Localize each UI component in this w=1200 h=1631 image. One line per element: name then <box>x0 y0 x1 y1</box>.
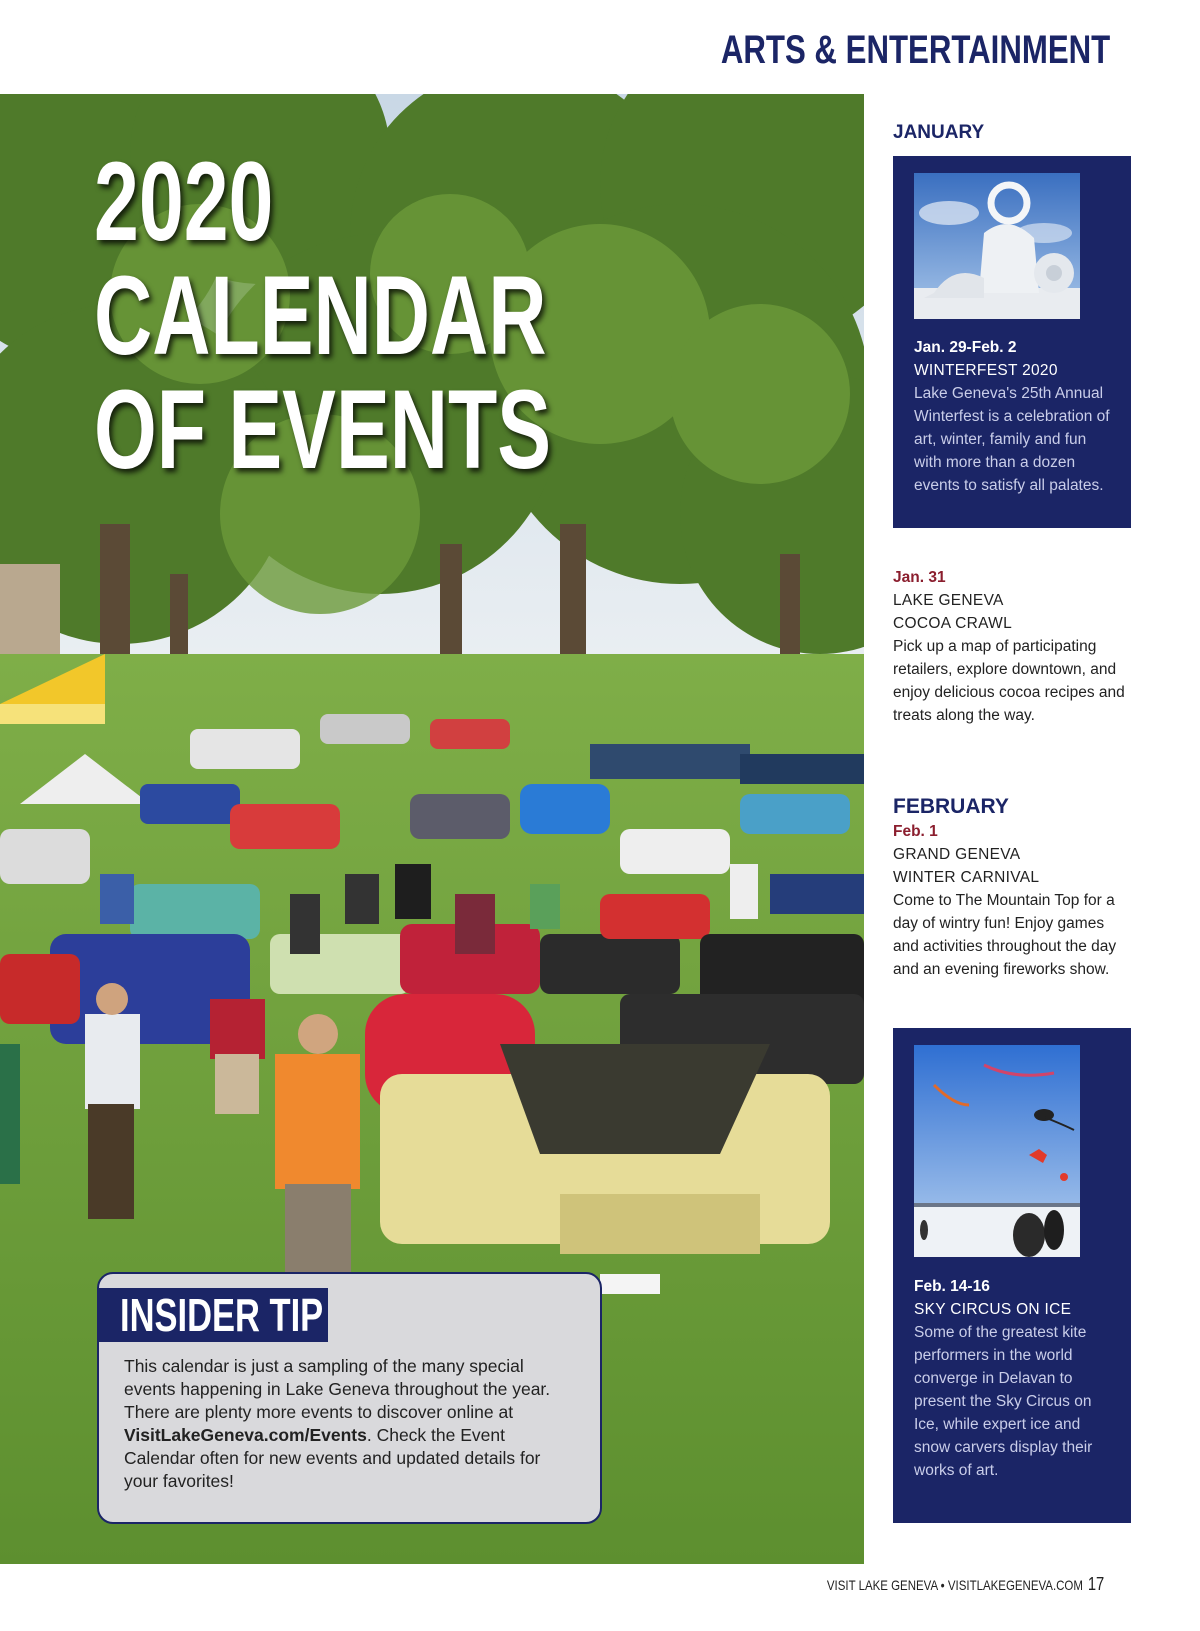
kite-festival-illustration <box>914 1045 1080 1257</box>
event-date: Feb. 14-16 <box>914 1278 990 1295</box>
event-date: Feb. 1 <box>893 823 938 840</box>
events-link[interactable]: VisitLakeGeneva.com/Events <box>124 1425 367 1445</box>
title-year: 2020 <box>94 139 274 264</box>
month-heading-january: JANUARY <box>893 122 985 143</box>
page-footer <box>827 1574 1104 1595</box>
event-winter-carnival <box>893 820 1128 981</box>
event-card-sky-circus <box>893 1028 1131 1523</box>
event-description: Some of the greatest kite performers in the world converge in Delavan to present the Sky Circus on Ice, while expert ice and snow carvers display their works of art. <box>914 1324 1093 1479</box>
page-title <box>94 139 552 492</box>
kite-festival-photo <box>914 1045 1080 1257</box>
event-winterfest <box>914 336 1114 497</box>
footer-text: VISIT LAKE GENEVA • VISITLAKEGENEVA.COM <box>826 1577 1083 1593</box>
tip-text-before: This calendar is just a sampling of the many special events happening in Lake Geneva throughout the year. There are plenty more events to discover online at <box>124 1356 551 1422</box>
insider-tip-label-text: INSIDER TIP <box>120 1289 324 1341</box>
month-heading-february: FEBRUARY <box>893 795 1009 818</box>
event-title: WINTERFEST 2020 <box>914 362 1058 379</box>
event-title-line2: WINTER CARNIVAL <box>893 869 1040 886</box>
event-description: Lake Geneva's 25th Annual Winterfest is a celebration of art, winter, family and fun with more than a dozen events to satisfy all palates. <box>914 385 1110 494</box>
title-calendar: CALENDAR <box>94 253 547 378</box>
section-header: ARTS & ENTERTAINMENT <box>720 28 1110 72</box>
event-date: Jan. 29-Feb. 2 <box>914 339 1017 356</box>
event-sky-circus <box>914 1275 1114 1482</box>
event-date: Jan. 31 <box>893 569 946 586</box>
ice-sculpture-photo <box>914 173 1080 319</box>
event-title-line1: LAKE GENEVA <box>893 592 1004 609</box>
event-title-line2: COCOA CRAWL <box>893 615 1012 632</box>
event-cocoa-crawl <box>893 566 1128 727</box>
insider-tip-text <box>124 1355 574 1493</box>
title-of-events: OF EVENTS <box>94 367 552 492</box>
insider-tip-label <box>98 1288 328 1342</box>
event-card-winterfest <box>893 156 1131 528</box>
tip-text-after: . Check the Event Calendar often for new events and updated details for your favorites! <box>124 1425 541 1491</box>
event-description: Pick up a map of participating retailers, explore downtown, and enjoy delicious cocoa recipes and treats along the way. <box>893 638 1125 724</box>
page-number: 17 <box>1087 1574 1104 1594</box>
ice-sculpture-illustration <box>914 173 1080 319</box>
event-title: SKY CIRCUS ON ICE <box>914 1301 1072 1318</box>
event-description: Come to The Mountain Top for a day of wintry fun! Enjoy games and activities throughout the day and an evening fireworks show. <box>893 892 1117 978</box>
event-title-line1: GRAND GENEVA <box>893 846 1021 863</box>
